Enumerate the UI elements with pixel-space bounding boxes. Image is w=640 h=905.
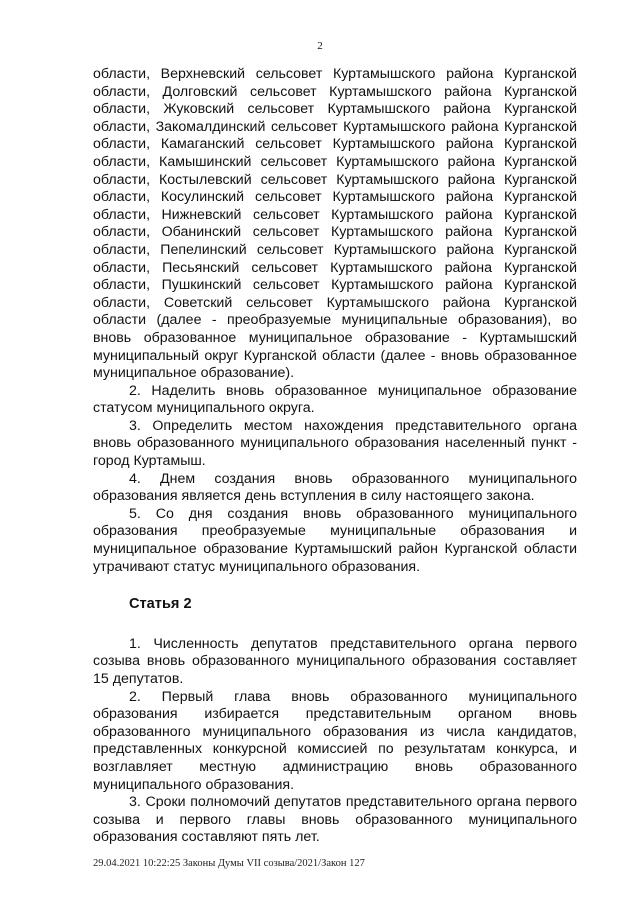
document-footer: 29.04.2021 10:22:25 Законы Думы VII созыва/2021/Закон 127 [93, 858, 365, 869]
paragraph-item-2: 2. Наделить вновь образованное муниципальное образование статусом муниципального округа. [93, 382, 577, 417]
page-number: 2 [317, 40, 323, 52]
paragraph-item-5: 5. Со дня создания вновь образованного муниципального образования преобразуемые муниципальные образования и муниципальное образование Куртамышский район Курганской области утрачивают статус муниципального образования. [93, 505, 577, 575]
paragraph-art2-item-1: 1. Численность депутатов представительного органа первого созыва вновь образованного муниципального образования составляет 15 депутатов. [93, 635, 577, 687]
paragraph-art2-item-3: 3. Сроки полномочий депутатов представительного органа первого созыва и первого главы вновь образованного муниципального образования составляют пять лет. [93, 794, 577, 846]
document-body [93, 66, 577, 847]
paragraph-item-3: 3. Определить местом нахождения представительного органа вновь образованного муниципального образования населенный пункт - город Куртамыш. [93, 417, 577, 470]
article-heading: Статья 2 [129, 596, 192, 613]
paragraph-continuation: области, Верхневский сельсовет Куртамышского района Курганской области, Долговский сельсовет Куртамышского района Курганской области, Жуковский сельсовет Куртамышского района Курганской области, Закомалдинский сельсовет Куртамышского района Курганской области, Камаганский сельсовет Куртамышского района Курганской области, Камышинский сельсовет Куртамышского района Курганской области, Костылевский сельсовет Куртамышского района Курганской области, Косулинский сельсовет Куртамышского района Курганской области, Нижневский сельсовет Куртамышского района Курганской области, Обанинский сельсовет Куртамышского района Курганской области, Пепелинский сельсовет Куртамышского района Курганской области, Песьянский сельсовет Куртамышского района Курганской области, Пушкинский сельсовет Куртамышского района Курганской области, Советский сельсовет Куртамышского района Курганской области (далее - преобразуемые муниципальные образования), во вновь образованное муниципальное образование - Куртамышский муниципальный округ Курганской области (далее - вновь образованное муниципальное образование). [93, 66, 577, 382]
paragraph-item-4: 4. Днем создания вновь образованного муниципального образования является день вступления в силу настоящего закона. [93, 470, 577, 505]
paragraph-art2-item-2: 2. Первый глава вновь образованного муниципального образования избирается представительным органом вновь образованного муниципального образования из числа кандидатов, представленных конкурсной комиссией по результатам конкурса, и возглавляет местную администрацию вновь образованного муниципального образования. [93, 688, 577, 793]
